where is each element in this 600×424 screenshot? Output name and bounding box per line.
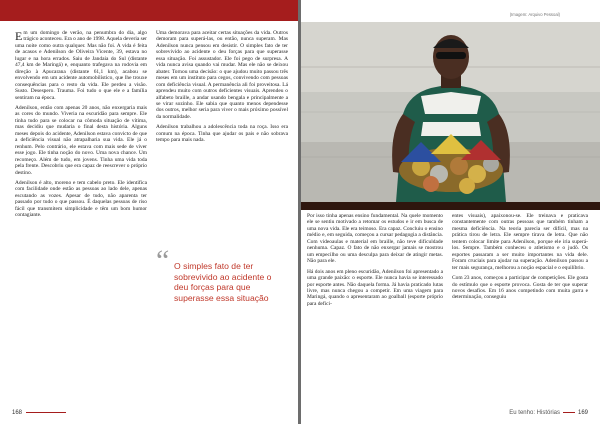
photo-bottom-bar bbox=[301, 202, 600, 210]
drop-cap: E bbox=[15, 29, 23, 43]
photo-illustration bbox=[301, 22, 600, 202]
footer-rule bbox=[26, 412, 66, 413]
article-column-2 bbox=[156, 30, 288, 148]
page-number-right: 169 bbox=[577, 410, 588, 416]
paragraph bbox=[15, 30, 147, 101]
paragraph: Uma demorava para aceitar certas situações da vida. Outros demoram para superá-las, ou então, nunca superam. Mas Adenilson nunca pensou em desistir. O simples fato de ter sobrevivido ao acidente o deu forças para que superasse essa situação. Foi assustador. Ele foi pego de surpresa. A vida nunca avisa quando vai mudar. Mas ele não se deixou abater. Tornou uma decisão: o que ajudou muito passou três meses em um instituto para cegos, convivendo com pessoas com deficiência visual. A permanência ali foi proveitosa. Lá aprendeu muito com outros deficientes visuais. Aprendeu o alfabeto braille, a andar usando bengala e principalmente a se virar sozinho. Ele sabia que quanto menos dependesse dos outros, melhor seria para viver o mais próximo possível da normalidade. bbox=[156, 30, 288, 120]
paragraph: Há dois anos em pleno escuridão, Adenilson foi apresentado a uma grande paixão: o esporte. Ele nunca havia se interessado por esporte antes. Não daquela forma. Já havia praticado lutas livre, mas nunca chegou a competir. Em uma viagem para Maringá, quando o apresentaram ao goalball (esporte próprio para defici- bbox=[307, 268, 443, 307]
paragraph: Por isso tinha apenas ensino fundamental. Na quele momento ele se sentiu motivado a retomar os estudos e ir em busca de uma nova vida. Ele era teimoso. Era capaz. Concluiu o ensino médio e, em seguida, começou a cursar pedagogia a distância. Com videoaulas e material em braille, não teve dificuldade nenhuma. Capaz. O fato de não enxergar jamais se mostrou um empecilho ou uma desculpa para deixar de atingir metas. Não para ele. bbox=[307, 213, 443, 265]
paragraph: Adenilson trabalhou a adolescência toda na roça. Isso era comum na época. Tinha que ajudar os pais e não sobrava tempo para mais nada. bbox=[156, 124, 288, 144]
article-column-4 bbox=[452, 213, 588, 305]
paragraph: Com 23 anos, começou a participar de competições. Ele gosta do estímulo que o esporte provoca. Gosta de ter que superar novos desafios. Em 16 anos competindo com muita garra e determinação, conseguiu bbox=[452, 275, 588, 301]
article-column-1 bbox=[15, 30, 147, 223]
pull-quote-text: O simples fato de ter sobrevivido ao acidente o deu forças para que superasse essa situação bbox=[174, 261, 272, 303]
article-column-3 bbox=[307, 213, 443, 311]
paragraph: Adenilson, então com apenas 20 anos, não enxergaria mais as cores do mundo. Viveria na escuridão para sempre. Ele tinha tudo para se colocar na cômoda situação de vítima, mas decidiu que mudaria o final desta história. Alguns meses depois do acidente, Adenilson estava convicto de que a deficiência visual não atrapalharia sua vida. Ele já o renhum. Pelo contrário, ele estava com mais sede de viver esse jogo. Ele tinha noção do novo. Uma nova chance. Um recomeço. Além de tudo, em jovens. Tinha uma vida toda pela frente. Descobriu que era capaz de reescrever o próprio destino. bbox=[15, 104, 147, 176]
portrait-photo bbox=[301, 22, 600, 202]
right-page bbox=[301, 0, 600, 424]
photo-credit: (Imagem: Arquivo Pessoal) bbox=[509, 12, 560, 17]
left-page bbox=[0, 0, 298, 424]
paragraph: Adenilson é alto, moreno e tem cabelo preto. Ele identifica com facilidade onde estão as pessoas ao lado dele, apenas escutando as vozes. Apesar de tudo, não aparenta ter passado por tudo o que passou. É daquelas pessoas de riso fácil que transmitem simplicidade e têm um bom humor contagiante. bbox=[15, 179, 147, 219]
running-title: Eu tenho: Histórias bbox=[509, 410, 560, 416]
paragraph: entes visuais), apaixonou-se. Ele treinava e praticava constantemente com outras pessoas que também tinham a mesma deficiência. Na teoria parecia ser difícil, mas na prática tirou de letra. Ele sempre tirava de letra. Que não tentem colocar limite para Adenilson, porque ele iria superá-los. Sempre. Também conheceu o atletismo e o judô. Os esportes passaram a ser muito importantes na vida dele. Foram cruciais para ajudar na superação. Adenilson passou a ter mais segurança, melhorou a noção espacial e o equilíbrio. bbox=[452, 213, 588, 271]
footer-rule bbox=[563, 412, 575, 413]
red-header-band bbox=[0, 0, 298, 21]
quote-mark-icon: “ bbox=[156, 244, 170, 277]
page-number-left: 168 bbox=[12, 410, 23, 416]
paragraph-text: m um domingo de verão, na penumbra do dia, algo trágico aconteceu. Era o ano de 1998. Aquela deveria ser uma noite como outra qualquer. Mas não foi. A vida é feita de acasos e Adenilson de Oliveira Vicente, 39, estava no lugar e na hora errados. Saiu de Jandaia do Sul (distante 47,4 km de Maringá) e, enquanto trafegava na rodovia em direção à Apucarana (distante 61,1 km), acabou se envolvendo em um acidente automobilístico, que lhe trouxe consequências para o resto da vida. Ele perdeu a visão. Susto. Desespero. Trauma. Foi tudo o que ele e a família sentiram na época. bbox=[15, 30, 147, 101]
